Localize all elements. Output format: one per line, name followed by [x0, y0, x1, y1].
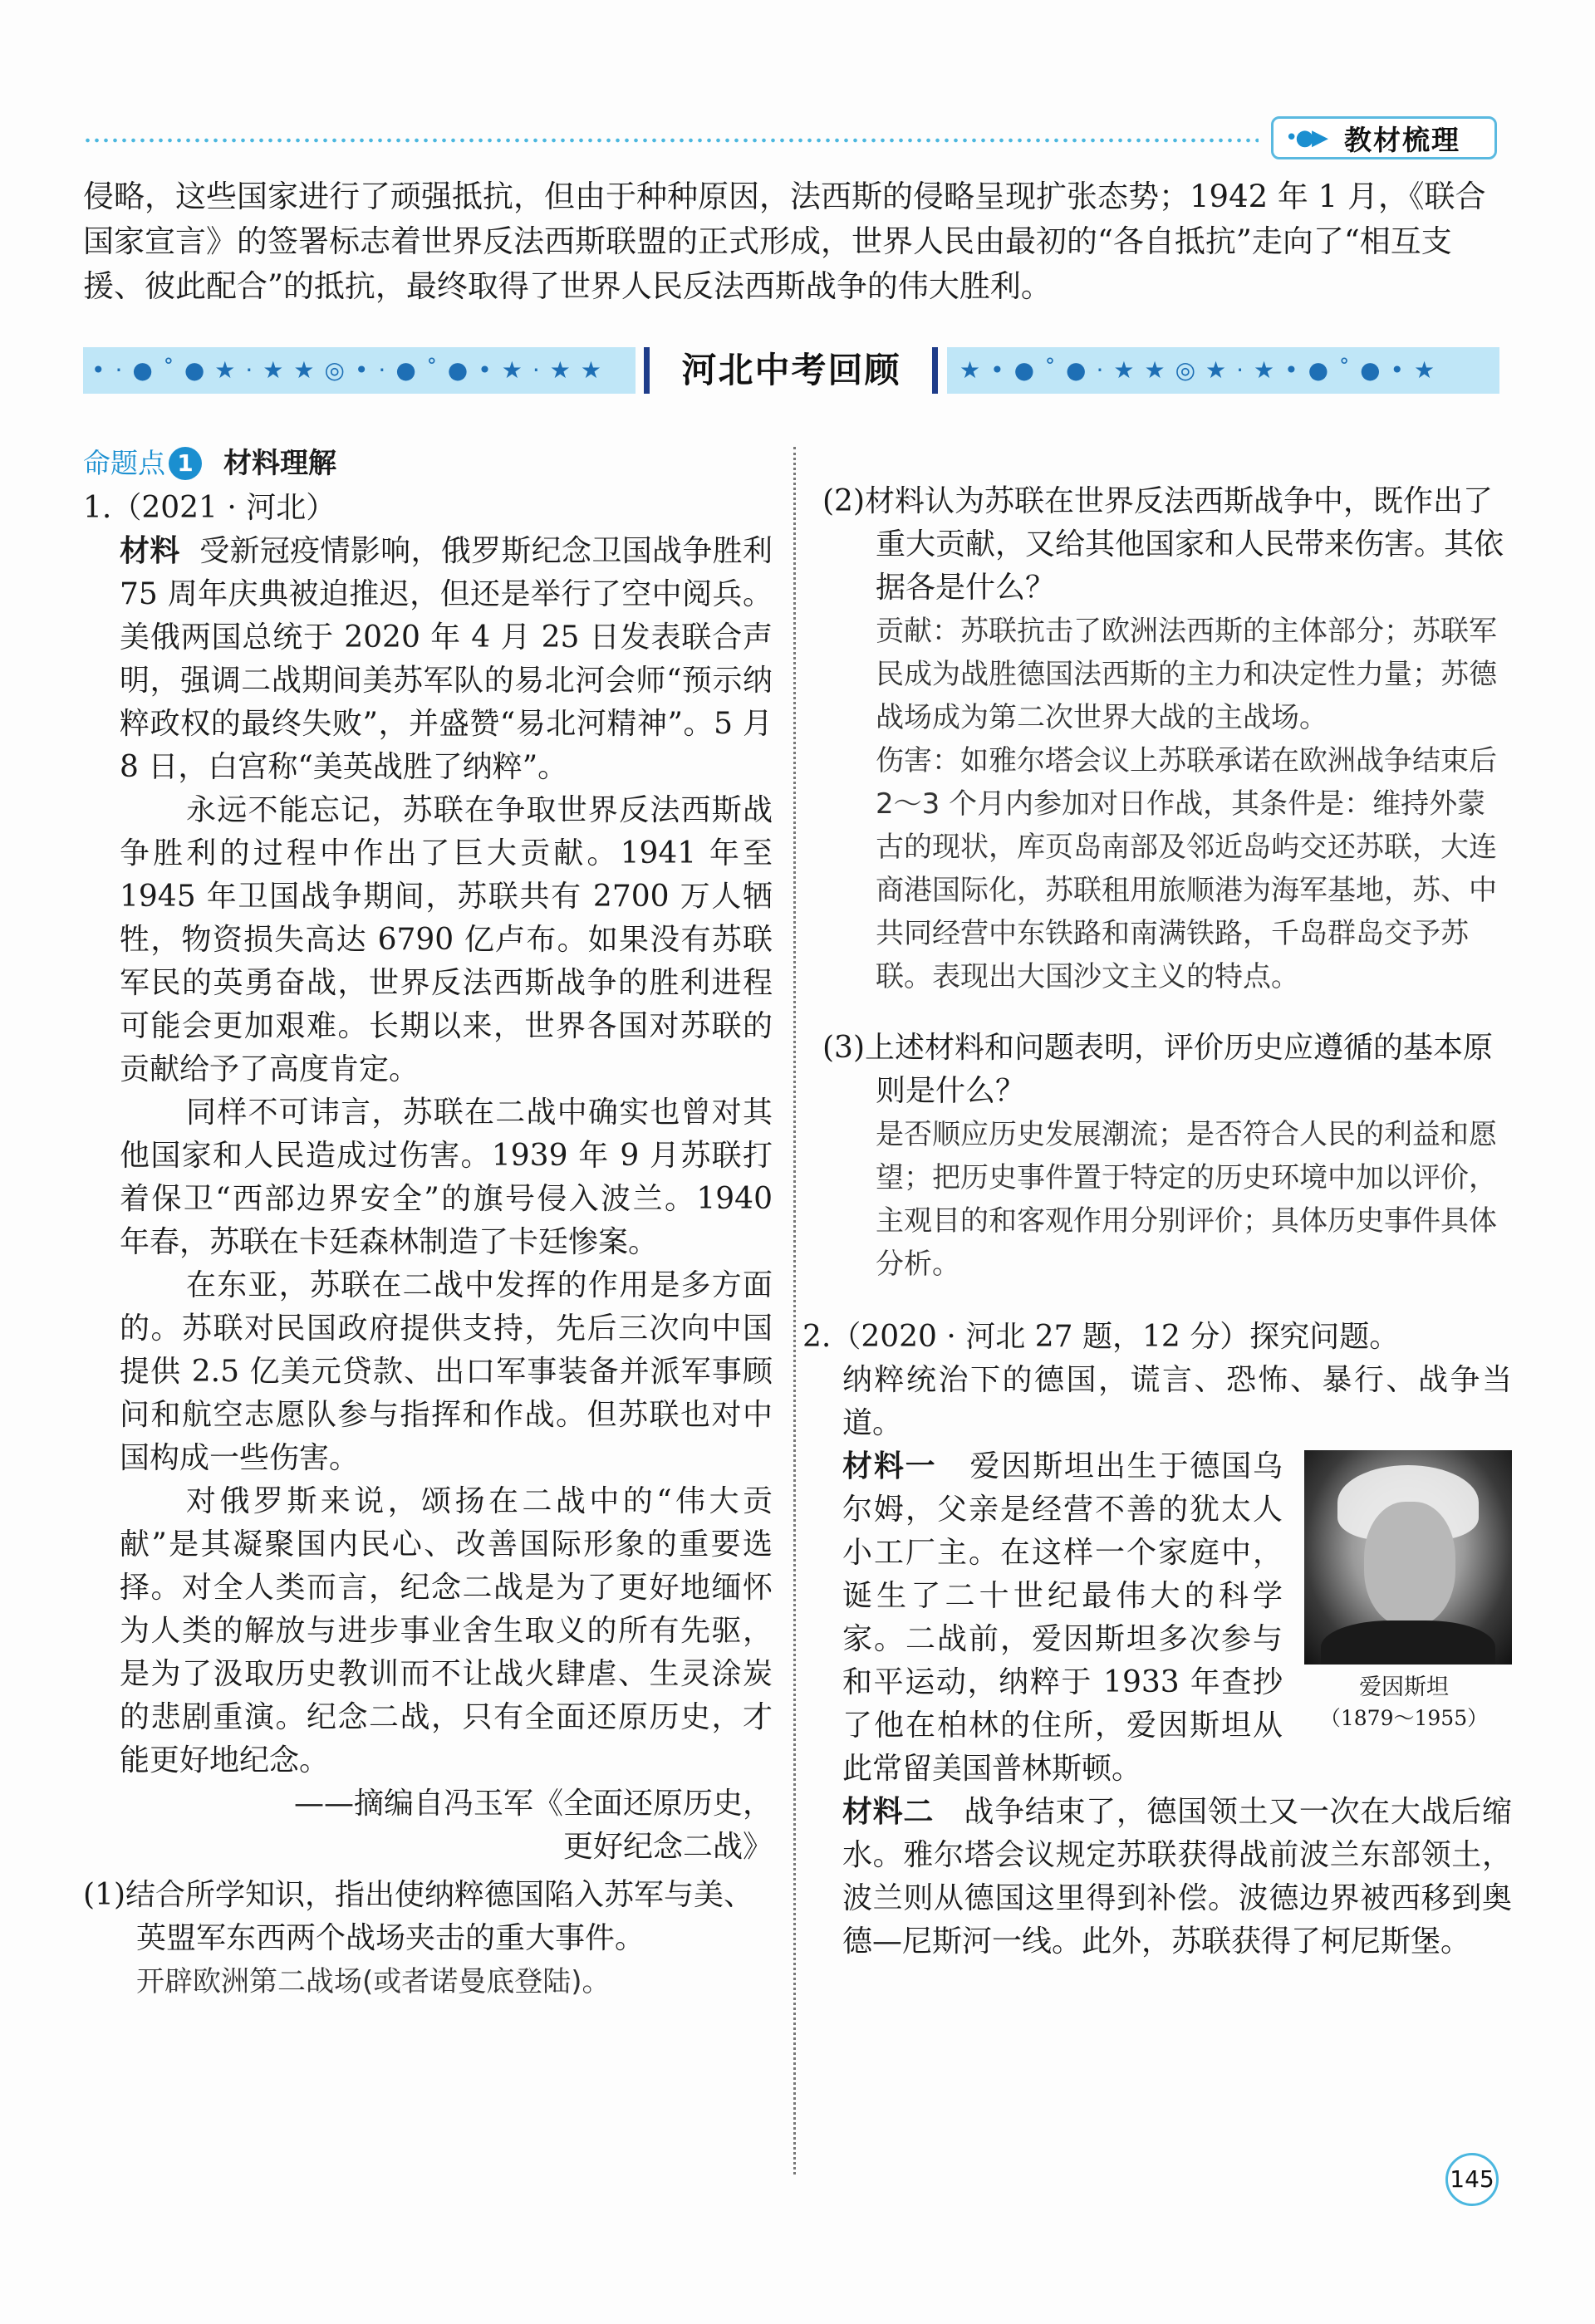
einstein-portrait-image	[1304, 1450, 1512, 1665]
material-one-block	[842, 1445, 1512, 1964]
material-source: 更好纪念二战》	[562, 1830, 773, 1864]
material-paragraph: 永远不能忘记，苏联在争取世界反法西斯战争胜利的过程中作出了巨大贡献。1941 年至 1945 年卫国战争期间，苏联共有 2700 万人牺牲，物资损失高达 6790 亿卢布。如果没有苏联军民的英勇奋战，世界反法西斯战争的胜利进程可能会更加艰难。长期以来，世界各国对苏联的贡献给予了高度肯定。	[120, 793, 773, 1086]
answer-2-contribution: 贡献：苏联抗击了欧洲法西斯的主体部分；苏联军民成为战胜德国法西斯的主力和决定性力量；苏德战场成为第二次世界大战的主战场。	[876, 615, 1497, 734]
material-paragraph: 在东亚，苏联在二战中发挥的作用是多方面的。苏联对民国政府提供支持，先后三次向中国提供 2.5 亿美元贷款、出口军事装备并派军事顾问和航空志愿队参与指挥和作战。但苏联也对中国构成一些伤害。	[120, 1268, 773, 1475]
sub-question-3: (3)上述材料和问题表明，评价历史应遵循的基本原则是什么？	[822, 1031, 1493, 1108]
material-one-text: 材料一 爱因斯坦出生于德国乌尔姆，父亲是经营不善的犹太人小工厂主。在这样一个家庭中，诞生了二十世纪最伟大的科学家。二战前，爱因斯坦多次参与和平运动，纳粹于 1933 年查抄了他在柏林的住所，爱因斯坦从此常留美国普林斯顿。	[842, 1449, 1283, 1786]
answer-3: 是否顺应历史发展潮流；是否符合人民的利益和愿望；把历史事件置于特定的历史环境中加以评价，主观目的和客观作用分别评价；具体历史事件具体分析。	[876, 1118, 1497, 1281]
material-one-label: 材料一	[842, 1449, 937, 1483]
right-column	[802, 480, 1512, 1964]
einstein-photo-box	[1296, 1450, 1512, 1733]
intro-paragraph: 侵略，这些国家进行了顽强抵抗，但由于种种原因，法西斯的侵略呈现扩张态势；1942 年 1 月，《联合国家宣言》的签署标志着世界反法西斯联盟的正式形成，世界人民由最初的“各自抵抗”走向了“相互支援、彼此配合”的抵抗，最终取得了世界人民反法西斯战争的伟大胜利。	[83, 179, 1486, 304]
section-badge	[1271, 116, 1497, 159]
question-2-heading: 2.（2020 · 河北 27 题，12 分）探究问题。	[802, 1320, 1400, 1354]
banner-bar-left	[644, 347, 650, 394]
topic-label: 命题点	[83, 447, 165, 479]
material-source: ——摘编自冯玉军《全面还原历史，	[293, 1787, 773, 1821]
section-title: 河北中考回顾	[681, 350, 901, 390]
column-divider	[793, 447, 796, 2174]
topic-number-badge: 1	[169, 447, 202, 480]
star-dot-pattern-icon: ★•●˚●·★★◎★·★•●˚●•★	[959, 356, 1445, 384]
topic-title: 材料理解	[223, 447, 336, 480]
question-1-heading: 1.（2021 · 河北）	[83, 491, 336, 525]
sub-question-1: (1)结合所学知识，指出使纳粹德国陷入苏军与美、英盟军东西两个战场夹击的重大事件。	[83, 1878, 753, 1955]
material-two-text: 材料二 战争结束了，德国领土又一次在大战后缩水。雅尔塔会议规定苏联获得战前波兰东部领土，波兰则从德国这里得到补偿。波德边界被西移到奥德—尼斯河一线。此外，苏联获得了柯尼斯堡。	[842, 1795, 1512, 1959]
answer-1: 开辟欧洲第二战场(或者诺曼底登陆)。	[136, 1965, 611, 1998]
material-label: 材料	[120, 534, 180, 568]
section-banner	[83, 347, 1499, 394]
left-column	[83, 440, 773, 2003]
photo-caption: 爱因斯坦	[1359, 1674, 1449, 1700]
answer-2-harm: 伤害：如雅尔塔会议上苏联承诺在欧洲战争结束后 2～3 个月内参加对日作战，其条件是：维持外蒙古的现状，库页岛南部及邻近岛屿交还苏联，大连商港国际化，苏联租用旅顺港为海军基地，苏、中共同经营中东铁路和南满铁路，千岛群岛交予苏联。表现出大国沙文主义的特点。	[876, 744, 1497, 993]
material-two-label: 材料二	[842, 1795, 935, 1829]
badge-title: 教材梳理	[1344, 123, 1461, 156]
star-dot-pattern-icon: •·●˚●★·★★◎•·●˚●•★·★★	[91, 356, 611, 384]
page-number: 145	[1445, 2153, 1499, 2206]
material-paragraph: 对俄罗斯来说，颂扬在二战中的“伟大贡献”是其凝聚国内民心、改善国际形象的重要选择。对全人类而言，纪念二战是为了更好地缅怀为人类的解放与进步事业舍生取义的所有先驱，是为了汲取历史教训而不让战火肆虐、生灵涂炭的悲剧重演。纪念二战，只有全面还原历史，才能更好地纪念。	[120, 1484, 773, 1777]
header-dotted-rule	[83, 138, 1259, 143]
sub-question-2: (2)材料认为苏联在世界反法西斯战争中，既作出了重大贡献，又给其他国家和人民带来伤害。其依据各是什么？	[822, 484, 1504, 605]
photo-years: （1879～1955）	[1319, 1706, 1489, 1730]
arrow-dots-icon: •●▶	[1285, 125, 1327, 150]
banner-bar-right	[932, 347, 938, 394]
topic-heading	[83, 440, 773, 487]
question-2-lead: 纳粹统治下的德国，谎言、恐怖、暴行、战争当道。	[842, 1363, 1512, 1440]
material-paragraph: 材料 受新冠疫情影响，俄罗斯纪念卫国战争胜利 75 周年庆典被迫推迟，但还是举行了空中阅兵。美俄两国总统于 2020 年 4 月 25 日发表联合声明，强调二战期间美苏军队的易北河会师“预示纳粹政权的最终失败”，并盛赞“易北河精神”。5 月 8 日，白宫称“美英战胜了纳粹”。	[120, 534, 773, 784]
material-paragraph: 同样不可讳言，苏联在二战中确实也曾对其他国家和人民造成过伤害。1939 年 9 月苏联打着保卫“西部边界安全”的旗号侵入波兰。1940 年春，苏联在卡廷森林制造了卡廷惨案。	[120, 1096, 773, 1259]
